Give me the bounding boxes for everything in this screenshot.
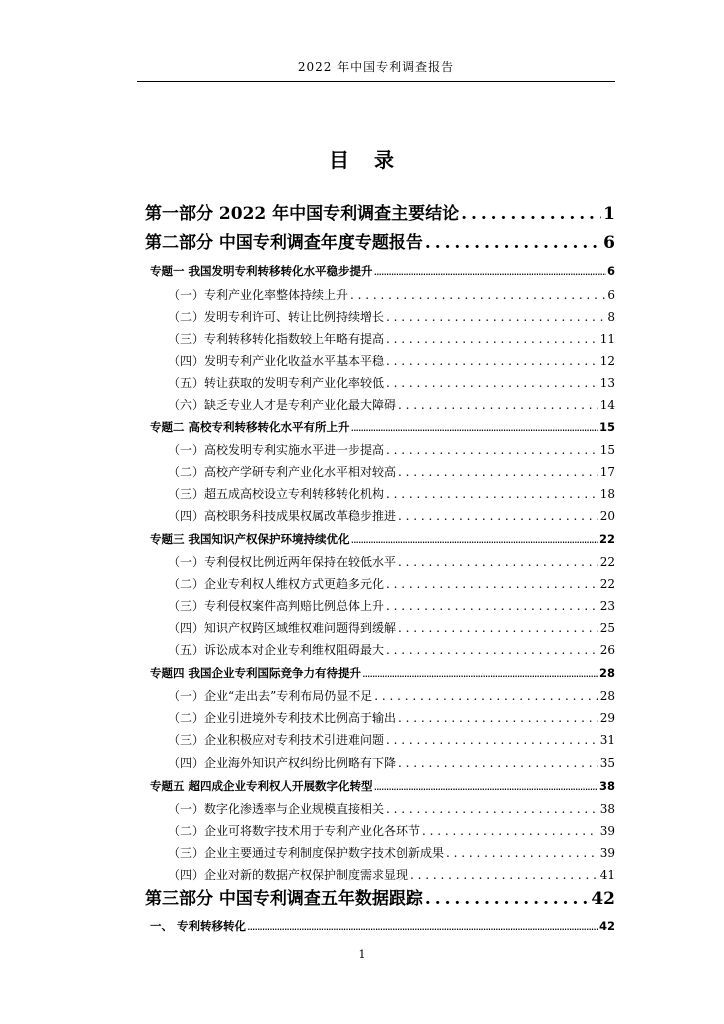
toc-entry-label: （一）企业“走出去”专利布局仍显不足 [168,689,373,703]
toc-part-entry[interactable] [145,230,615,256]
toc-leader-dots [386,308,605,326]
toc-page-number: 13 [599,376,615,390]
toc-subsection-entry[interactable] [168,330,615,348]
toc-topic-entry[interactable] [150,530,615,548]
toc-leader-dots [386,374,598,392]
toc-entry-label: （四）高校职务科技成果权属改革稳步推进 [168,509,397,523]
toc-subsection-entry[interactable] [168,641,615,659]
toc-page-number: 22 [599,555,615,569]
toc-entry-label: （一）高校发明专利实施水平进一步提高 [168,443,385,457]
toc-page-number: 39 [599,846,615,860]
toc-entry-label: 第二部分 中国专利调查年度专题报告 [145,233,423,253]
toc-page-number: 39 [599,824,615,838]
toc-leader-dots [398,396,598,414]
toc-subsection-entry[interactable] [168,597,615,615]
toc-entry-label: （二）企业可将数字技术用于专利产业化各环节 [168,824,421,838]
toc-leader-dots [386,352,598,370]
toc-part-entry[interactable] [145,886,615,912]
toc-leader-dots [410,866,598,884]
toc-entry-label: 专题三 我国知识产权保护环境持续优化 [150,532,350,546]
toc-page-number: 42 [591,889,615,909]
toc-page-number: 6 [607,288,615,302]
toc-entry-label: （四）发明专利产业化收益水平基本平稳 [168,354,385,368]
toc-subsection-entry[interactable] [168,374,615,392]
toc-leader-dots [386,731,598,749]
toc-leader-dots [247,917,598,935]
toc-leader-dots [386,597,598,615]
toc-page-number: 23 [599,599,615,613]
toc-leader-dots [351,418,598,436]
toc-leader-dots [446,844,598,862]
toc-leader-dots [425,230,601,256]
toc-title [0,144,724,173]
toc-page-number: 28 [598,666,615,680]
toc-entry-label: 第一部分 2022 年中国专利调查主要结论 [145,204,460,224]
toc-subsection-entry[interactable] [168,619,615,637]
toc-leader-dots [461,201,601,227]
toc-page-number: 18 [599,487,615,501]
toc-topic-entry[interactable] [150,418,615,436]
toc-subsection-entry[interactable] [168,553,615,571]
title-char-2: 录 [374,148,395,172]
toc-subsection-entry[interactable] [168,800,615,818]
toc-entry-label: （一）专利侵权比例近两年保持在较低水平 [168,555,397,569]
toc-leader-dots [398,619,598,637]
toc-entry-label: 专题二 高校专利转移转化水平有所上升 [150,420,350,434]
toc-page-number: 42 [598,919,615,933]
toc-page-number: 14 [599,398,615,412]
toc-subsection-entry[interactable] [168,687,615,705]
toc-entry-label: （一）专利产业化率整体持续上升 [168,288,349,302]
toc-subsection-entry[interactable] [168,286,615,304]
toc-entry-label: （一）数字化渗透率与企业规模直接相关 [168,802,385,816]
toc-leader-dots [374,777,598,795]
toc-leader-dots [398,463,598,481]
toc-page-number: 31 [599,733,615,747]
toc-entry-label: （五）转让获取的发明专利产业化率较低 [168,376,385,390]
toc-part-entry[interactable] [145,201,615,227]
toc-leader-dots [386,641,598,659]
toc-page-number: 22 [598,532,615,546]
toc-page-number: 1 [603,204,615,224]
toc-page-number: 41 [599,868,615,882]
toc-subsection-entry[interactable] [168,709,615,727]
toc-entry-label: （二）高校产学研专利产业化水平相对较高 [168,465,397,479]
toc-page-number: 8 [607,310,615,324]
toc-subsection-entry[interactable] [168,463,615,481]
toc-entry-label: 一、 专利转移转化 [150,919,247,933]
toc-entry-label: 专题五 超四成企业专利权人开展数字化转型 [150,779,373,793]
toc-entry-label: （三）企业积极应对专利技术引进难问题 [168,733,385,747]
toc-page-number: 15 [599,443,615,457]
toc-entry-label: （四）企业海外知识产权纠纷比例略有下降 [168,756,397,770]
toc-subsection-entry[interactable] [168,754,615,772]
toc-leader-dots [398,553,598,571]
toc-page-number: 25 [599,621,615,635]
toc-subsection-entry[interactable] [168,507,615,525]
toc-entry-label: （五）诉讼成本对企业专利维权阻碍最大 [168,643,385,657]
toc-page-number: 17 [599,465,615,479]
toc-leader-dots [350,286,605,304]
toc-entry-label: 第三部分 中国专利调查五年数据跟踪 [145,889,423,909]
toc-entry-label: （三）专利侵权案件高判赔比例总体上升 [168,599,385,613]
toc-page-number: 20 [599,509,615,523]
toc-leader-dots [374,687,597,705]
toc-page-number: 29 [599,711,615,725]
toc-subsection-entry[interactable] [168,396,615,414]
toc-entry-label: 专题一 我国发明专利转移转化水平稳步提升 [150,264,373,278]
toc-entry-label: （三）超五成高校设立专利转移转化机构 [168,487,385,501]
toc-subsection-entry[interactable] [168,352,615,370]
toc-topic-entry[interactable] [150,917,615,935]
toc-entry-label: （二）发明专利许可、转让比例持续增长 [168,310,385,324]
toc-topic-entry[interactable] [150,777,615,795]
page-number: 1 [358,948,366,961]
toc-page-number: 11 [599,332,615,346]
toc-entry-label: （二）企业引进境外专利技术比例高于输出 [168,711,397,725]
header-rule [137,81,615,82]
toc-leader-dots [425,886,589,912]
toc-leader-dots [386,441,598,459]
toc-entry-label: （二）企业专利权人维权方式更趋多元化 [168,577,385,591]
toc-leader-dots [386,330,598,348]
toc-page-number: 22 [599,577,615,591]
toc-leader-dots [398,754,598,772]
toc-leader-dots [386,800,598,818]
toc-page-number: 38 [598,779,615,793]
toc-page-number: 12 [599,354,615,368]
toc-page-number: 6 [603,233,615,253]
toc-leader-dots [374,262,606,280]
toc-leader-dots [386,485,598,503]
toc-entry-label: （三）企业主要通过专利制度保护数字技术创新成果 [168,846,445,860]
toc-subsection-entry[interactable] [168,485,615,503]
toc-topic-entry[interactable] [150,664,615,682]
running-header: 2022 年中国专利调查报告 [297,60,455,74]
toc-subsection-entry[interactable] [168,844,615,862]
toc-subsection-entry[interactable] [168,866,615,884]
toc-entry-label: （六）缺乏专业人才是专利产业化最大障碍 [168,398,397,412]
toc-page-number: 38 [599,802,615,816]
toc-topic-entry[interactable] [150,262,615,280]
toc-subsection-entry[interactable] [168,441,615,459]
toc-page-number: 28 [599,689,615,703]
toc-subsection-entry[interactable] [168,575,615,593]
toc-leader-dots [351,530,598,548]
toc-entry-label: （三）专利转移转化指数较上年略有提高 [168,332,385,346]
toc-leader-dots [362,664,598,682]
toc-entry-label: 专题四 我国企业专利国际竞争力有待提升 [150,666,362,680]
toc-page-number: 15 [598,420,615,434]
toc-entry-label: （四）知识产权跨区域维权难问题得到缓解 [168,621,397,635]
title-char-1: 目 [329,148,350,172]
toc-leader-dots [398,709,598,727]
toc-leader-dots [386,575,598,593]
toc-subsection-entry[interactable] [168,822,615,840]
toc-subsection-entry[interactable] [168,731,615,749]
toc-page-number: 6 [606,264,615,278]
toc-subsection-entry[interactable] [168,308,615,326]
toc-page-number: 35 [599,756,615,770]
toc-page-number: 26 [599,643,615,657]
toc-entry-label: （四）企业对新的数据产权保护制度需求显现 [168,868,409,882]
toc-leader-dots [422,822,598,840]
toc-leader-dots [398,507,598,525]
